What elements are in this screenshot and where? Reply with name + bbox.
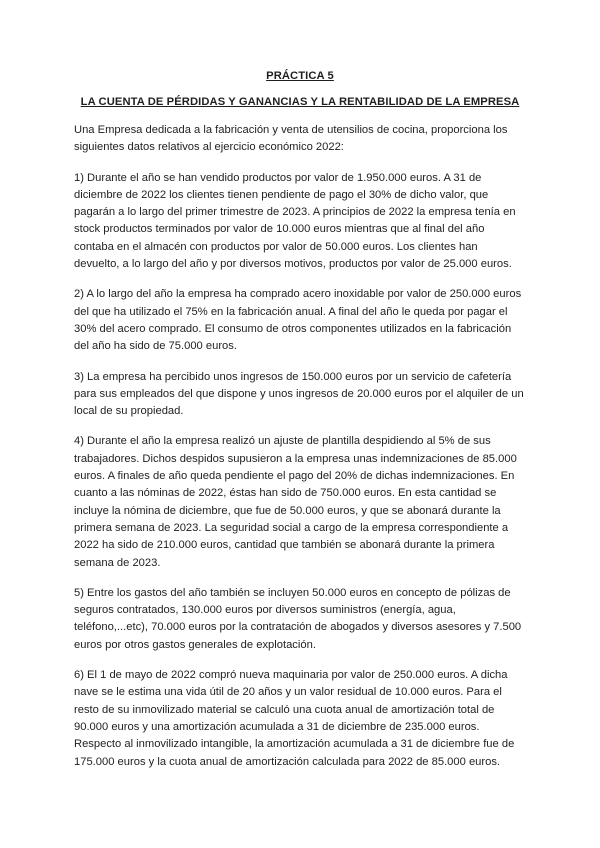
paragraph-6-depreciation: 6) El 1 de mayo de 2022 compró nueva maquinaria por valor de 250.000 euros. A dicha nave se le estima una vida útil de 20 años y un valor residual de 10.000 euros. Para el resto de su inmovilizado material se calculó una cuota anual de amortización total de 90.000 euros y una amortización acumulada a 31 de diciembre de 235.000 euros. Respecto al inmovilizado intangible, la amortización acumulada a 31 de diciembre fue de 175.000 euros y la cuota anual de amortización calculada para 2022 de 85.000 euros. (74, 669, 515, 768)
paragraph-4-staff-costs: 4) Durante el año la empresa realizó un ajuste de plantilla despidiendo al 5% de sus trabajadores. Dichos despidos supusieron a la empresa unas indemnizaciones de 85.000 euros. A finales de año queda pendiente el pago del 20% de dichas indemnizaciones. En cuanto a las nóminas de 2022, éstas han sido de 750.000 euros. En esta cantidad se incluye la nómina de diciembre, que fue de 50.000 euros, y que se abonará durante la primera semana de 2023. La seguridad social a cargo de la empresa correspondiente a 2022 ha sido de 210.000 euros, cantidad que también se abonará durante la primera semana de 2023. (74, 435, 517, 569)
document-subtitle: LA CUENTA DE PÉRDIDAS Y GANANCIAS Y LA RENTABILIDAD DE LA EMPRESA (80, 96, 520, 108)
paragraph-5-other-expenses: 5) Entre los gastos del año también se incluyen 50.000 euros en concepto de pólizas de seguros contratados, 130.000 euros por diversos suministros (energía, agua, teléfono,...etc), 70.000 euros por la contratación de abogados y diversos asesores y 7.500 euros por otros gastos generales de explotación. (74, 586, 522, 651)
paragraph-1-sales: 1) Durante el año se han vendido productos por valor de 1.950.000 euros. A 31 de diciembre de 2022 los clientes tienen pendiente de pago el 30% de dicho valor, que pagarán a lo largo del primer trimestre de 2023. A principios de 2022 la empresa tenía en stock productos terminados por valor de 10.000 euros mientras que al final del año contaba en el almacén con productos por valor de 50.000 euros. Los clientes han devuelto, a lo largo del año y por diversos motivos, productos por valor de 25.000 euros. (74, 171, 516, 271)
paragraph-3-other-income: 3) La empresa ha percibido unos ingresos de 150.000 euros por un servicio de cafetería para sus empleados del que dispone y unos ingresos de 20.000 euros por el alquiler de un local de su propiedad. (74, 370, 524, 418)
paragraph-2-steel-purchase: 2) A lo largo del año la empresa ha comprado acero inoxidable por valor de 250.000 euros del que ha utilizado el 75% en la fabricación anual. A final del año le queda por pagar el 30% del acero comprado. El consumo de otros componentes utilizados en la fabricación del año ha sido de 75.000 euros. (74, 288, 522, 353)
intro-paragraph: Una Empresa dedicada a la fabricación y venta de utensilios de cocina, proporciona los siguientes datos relativos al ejercicio económico 2022: (74, 124, 508, 154)
document-title: PRÁCTICA 5 (266, 70, 334, 82)
